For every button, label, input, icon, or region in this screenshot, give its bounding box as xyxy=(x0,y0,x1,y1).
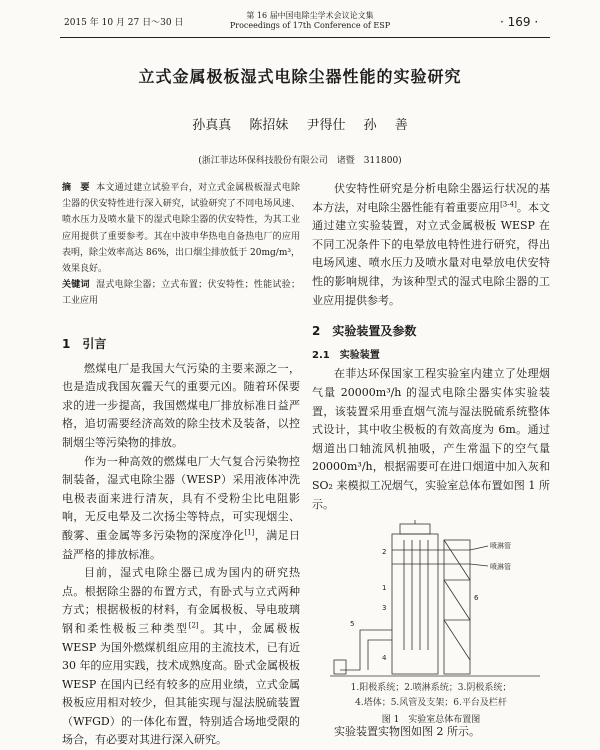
intro-p2-text: 作为一种高效的燃煤电厂大气复合污染物控制装备，湿式电除尘器（WESP）采用液体冲洗电极表面来进行清灰，具有不受粉尘比电阻影响，无反电晕及二次扬尘等特点，可实现烟尘、酸雾、重金属等多污染物的深度净化 xyxy=(62,454,300,542)
tower-top xyxy=(400,524,430,534)
author-1: 孙真真 xyxy=(192,118,232,133)
right-column xyxy=(312,180,550,514)
keywords-text: 湿式电除尘器；立式布置；伏安特性；性能试验；工业应用 xyxy=(62,280,300,307)
citation-1: [1] xyxy=(244,528,255,537)
header-date: 2015 年 10 月 27 日～30 日 xyxy=(64,18,184,28)
legend-line-1: 1.阳极系统；2.喷淋系统；3.阴极系统； xyxy=(350,683,512,693)
right-p1-text: 伏安特性研究是分析电除尘器运行状况的基本方法，对电除尘器性能有着重要应用 xyxy=(312,182,550,214)
abstract-text: 本文通过建立试验平台，对立式金属极板湿式电除尘器的伏安特性进行深入研究，试验研究了不同电场风速、喷水压力及喷水量下的湿式电除尘器的伏安特性，为其工业应用提供了重要参考。其在中波申华热电自备热电厂的应用表明，除尘效率高达 86%，出口烟尘排放低于 20mg/m³，效果良好。 xyxy=(62,183,300,275)
callout-2: 2 xyxy=(382,548,387,556)
spray-pipe-label: 喷淋管 xyxy=(490,542,511,550)
header-rule xyxy=(60,37,550,38)
figure-legend xyxy=(312,681,550,711)
intro-p3-text: 目前，湿式电除尘器已成为国内的研究热点。根据除尘器的布置方式，有卧式与立式两种方式；根据极板的材料，有金属极板、导电玻璃钢和柔性极板三种类型 xyxy=(62,566,300,635)
intro-paragraph-3 xyxy=(62,564,300,750)
intro-paragraph-1: 燃煤电厂是我国大气污染的主要来源之一，也是造成我国灰霾天气的重要元凶。随着环保要求的进一步提高，我国燃煤电厂排放标准日益严格，追切需要经济高效的除尘技术及装备，以控制烟尘等污染物的排放。 xyxy=(62,361,300,449)
conference-title-cn: 第 16 届中国电除尘学术会议论文集 xyxy=(246,11,374,20)
page-number: · 169 · xyxy=(500,15,539,29)
callout-6: 6 xyxy=(474,594,479,602)
figure-1-schematic xyxy=(330,520,540,680)
intro-p2-end: ，满足日益严格的排放标准。 xyxy=(62,528,301,561)
citation-2: [2] xyxy=(188,621,199,630)
setup-paragraph: 在菲达环保国家工程实验室内建立了处理烟气量 20000m³/h 的湿式电除尘器实体实验装置，该装置采用垂直烟气流与湿法脱硫系统整体式设计，其中收尘极板的有效高度为 6m。通过烟道出口轴流风机抽吸，产生常温下的空气量 20000m³/h，根据需要可在进口烟道中加入灰和 SO₂ 来模拟工况烟气，实验室总体布置如图 1 所示。 xyxy=(312,367,550,511)
callout-3: 3 xyxy=(382,604,387,612)
legend-line-2: 4.塔体；5.风管及支架；6.平台及栏杆 xyxy=(355,698,507,708)
paper-title: 立式金属极板湿式电除尘器性能的实验研究 xyxy=(138,67,462,86)
abstract-label: 摘 要 xyxy=(62,183,90,193)
intro-p3-end: 。其中，金属极板 WESP 为国外燃煤机组应用的主流技术，已有近 30 年的应用实践，技术成熟度高。卧式金属极板 WESP 在国内已经有较多的应用业绩，立式金属极板应用相对较少，但其能实现与湿法脱硫装置（WFGD）的一体化布置，特别适合场地受限的场合，有必要对其进行深入研究。 xyxy=(62,621,301,747)
right-paragraph-1 xyxy=(312,180,550,310)
citation-3: [3-4] xyxy=(500,199,517,208)
callout-4: 4 xyxy=(382,654,387,662)
author-2: 陈招妹 xyxy=(249,118,289,133)
header-conference xyxy=(220,11,400,31)
tower-body xyxy=(392,534,438,674)
section-2-heading: 2 实验装置及参数 xyxy=(312,324,417,339)
author-4: 孙 善 xyxy=(363,118,408,133)
abstract-block xyxy=(62,180,300,310)
affiliation: (浙江菲达环保科技股份有限公司 诸暨 311800) xyxy=(198,156,402,166)
section-2-1-heading: 2.1 实验装置 xyxy=(312,349,380,361)
conference-title-en: Proceedings of 17th Conference of ESP xyxy=(229,21,391,30)
callout-1: 1 xyxy=(382,584,387,592)
figure-2-reference: 实验装置实物图如图 2 所示。 xyxy=(334,725,480,738)
spray-pipe-label-2: 喷淋管 xyxy=(490,563,511,571)
right-p1-end: 。本文通过建立实验装置，对立式金属极板 WESP 在不同工况条件下的电晕放电特性进行研究，得出电场风速、喷水压力及喷水量对电晕放电伏安特性的影响规律，为该种型式的湿式电除尘器的工业应用提供参考。 xyxy=(312,200,551,307)
left-column xyxy=(62,335,300,750)
author-3: 尹得仕 xyxy=(306,118,346,133)
figure-caption: 图 1 实验室总体布置图 xyxy=(381,715,481,725)
author-list xyxy=(0,114,600,133)
callout-5: 5 xyxy=(350,620,355,628)
intro-paragraph-2 xyxy=(62,453,300,565)
section-1-heading: 1 引言 xyxy=(62,337,107,351)
keywords-label: 关键词 xyxy=(62,280,90,291)
duct xyxy=(340,630,392,670)
